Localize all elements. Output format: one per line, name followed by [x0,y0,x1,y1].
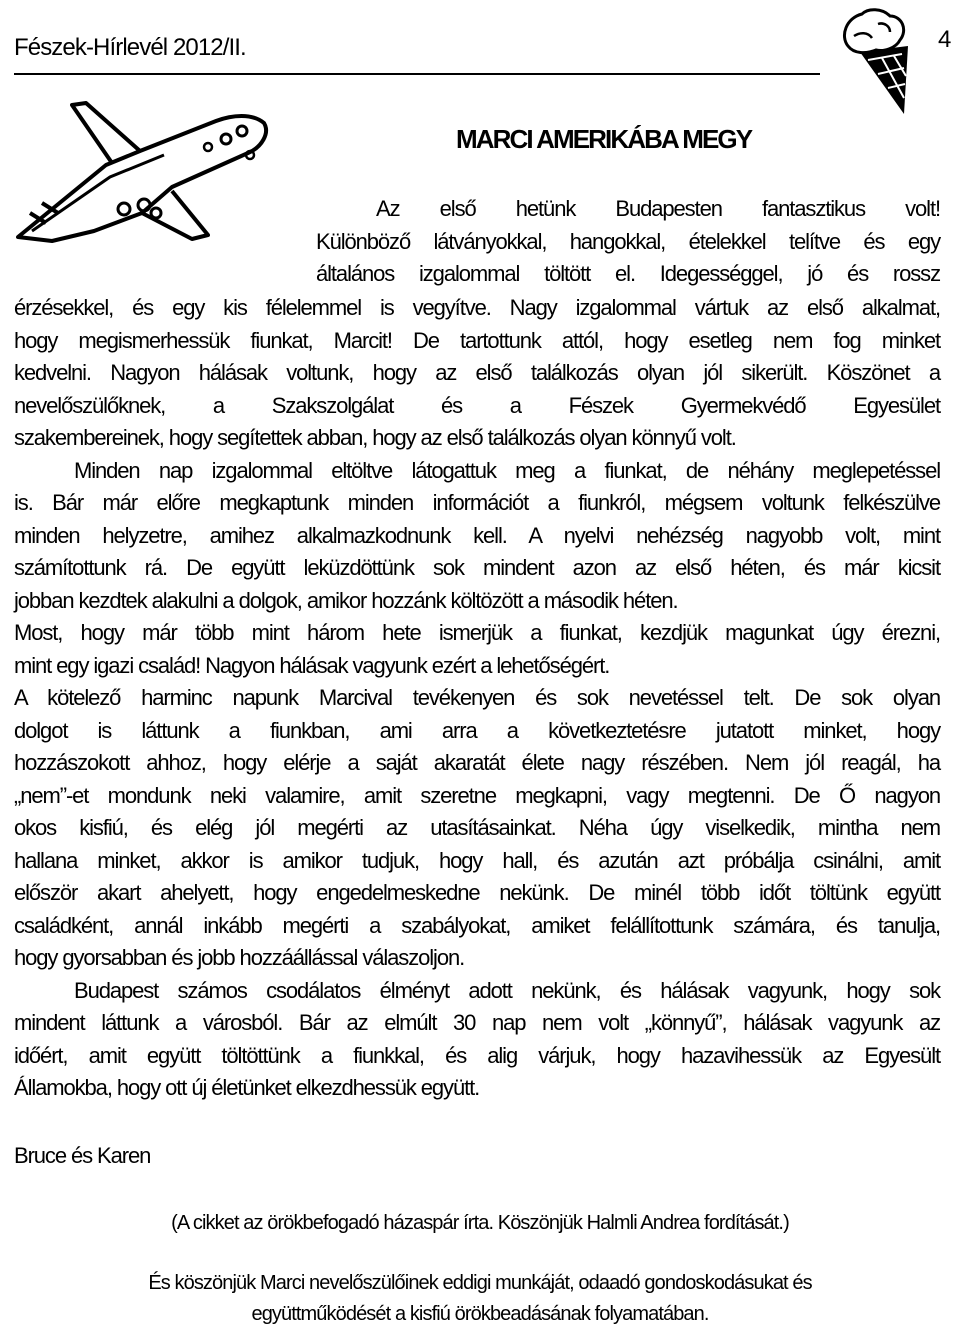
text-line: kedvelni. Nagyon hálásak voltunk, hogy az első találkozás olyan jól sikerült. Köszönet a [14,360,940,385]
article-body [14,292,940,1105]
text-line: általános izgalommal töltött el. Idegességgel, jó és rossz [316,261,940,286]
text-line: dolgot is láttunk a fiunkban, ami arra a következtetésre jutatott minket, hogy [14,717,940,743]
text-line: hozzászokott ahhoz, hogy elérje a saját akaratát élete nagy részében. Nem jól reagál, ha [14,750,940,775]
text-line: mint egy igazi család! Nagyon hálásak vagyunk ezért a lehetőségért. [14,652,610,678]
article-title: MARCI AMERIKÁBA MEGY [456,124,752,154]
text-line: jobban kezdtek alakulni a dolgok, amikor hozzánk költözött a második héten. [14,587,678,613]
newsletter-title: Fészek-Hírlevél 2012/II. [14,34,246,61]
text-line: Budapest számos csodálatos élményt adott nekünk, és hálásak vagyunk, hogy sok [74,977,940,1003]
text-line: minden helyzetre, amihez alkalmazkodnunk kell. A nyelvi nehézség nagyobb volt, mint [14,522,940,548]
text-line: hallana minket, akkor is amikor tudjuk, hogy hall, és azután azt próbálja csinálni, amit [14,847,940,873]
text-line: először akart ahelyett, hogy engedelmeskedne nekünk. De minél több időt töltünk együtt [14,880,940,905]
text-line: okos kisfiú, és elég jól megérti az utasításainkat. Néha úgy viselkedik, mintha nem [14,815,940,840]
text-line: Különböző látványokkal, hangokkal, ételekkel telítve és egy [316,228,940,254]
text-line: Államokba, hogy ott új életünket elkezdhessük együtt. [14,1075,480,1100]
text-line: A kötelező harminc napunk Marcival tevékenyen és sok nevetéssel telt. De sok olyan [14,685,940,710]
text-line: szakembereinek, hogy segítettek abban, hogy az első találkozás olyan könnyű volt. [14,425,736,450]
text-line: „nem”-et mondunk neki valamire, amit szeretne megkapni, vagy megtenni. De Ő nagyon [14,782,940,808]
text-line: Minden nap izgalommal eltöltve látogattuk meg a fiunkat, de néhány meglepetéssel [74,457,940,483]
text-line: Most, hogy már több mint három hete ismerjük a fiunkat, kezdjük magunkat úgy érezni, [14,620,940,645]
airplane-illustration [12,95,274,245]
text-line: családként, annál inkább megérti a szabályokat, amiket felállítottunk számára, és tanulja, [14,912,940,938]
text-line: is. Bár már előre megkaptunk minden információt a fiunkról, mégsem voltunk felkészülve [14,490,940,515]
text-line: időért, amit együtt töltöttünk a fiunkkal, és alig várjuk, hogy hazavihessük az Egyesült [14,1042,940,1068]
text-line: Az első hetünk Budapesten fantasztikus volt! [376,196,940,221]
ice-cream-cone-icon [838,6,910,118]
text-line: számítottunk rá. De együtt leküzdöttünk sok mindent azon az első héten, és már kicsit [14,555,940,580]
page-number: 4 [938,26,952,53]
text-line: érzésekkel, és egy kis félelemmel is vegyítve. Nagy izgalommal vártuk az első alkalmat, [14,295,940,320]
text-line: mindent láttunk a városból. Bár az elmúlt 30 nap nem volt „könnyű”, hálásak vagyunk az [14,1010,940,1035]
article-signature: Bruce és Karen [14,1143,151,1168]
text-line: És köszönjük Marci nevelőszülőinek eddigi munkáját, odaadó gondoskodásukat és [148,1272,812,1294]
text-line: nevelőszülőknek, a Szakszolgálat és a Fészek Gyermekvédő Egyesület [14,392,940,418]
text-line: együttműködését a kisfiú örökbeadásának folyamatában. [251,1303,709,1325]
translation-note: (A cikket az örökbefogadó házaspár írta. Köszönjük Halmli Andrea fordítását.) [171,1212,789,1234]
thanks-note [0,1268,960,1330]
header-rule [14,73,820,75]
text-line: hogy megismerhessük fiunkat, Marcit! De tartottunk attól, hogy esetleg nem fog minket [14,327,940,353]
article-intro [316,193,940,291]
text-line: hogy gyorsabban és jobb hozzáállással válaszoljon. [14,945,465,970]
